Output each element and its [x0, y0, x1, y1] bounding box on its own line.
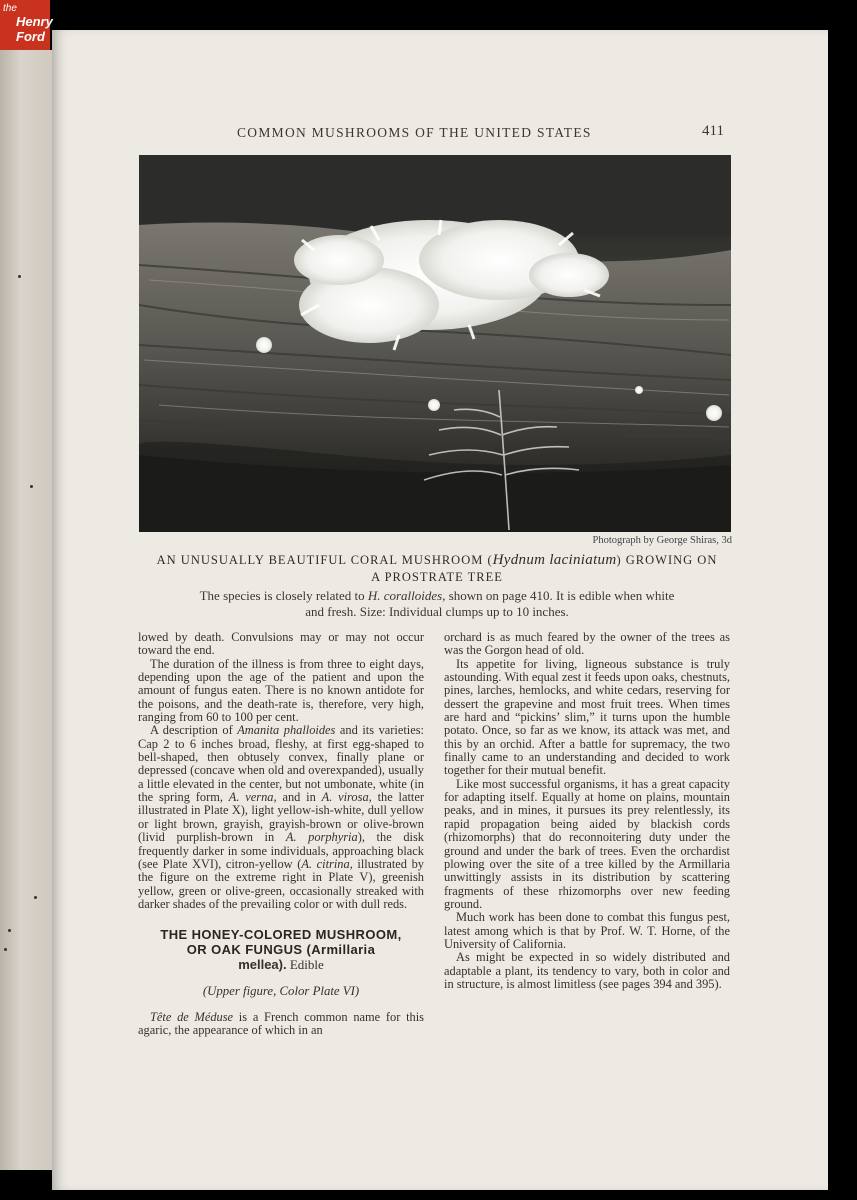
- coral-mushroom-photo: [139, 155, 731, 532]
- paragraph: [138, 1011, 424, 1038]
- logo-text-ford: Ford: [16, 29, 45, 44]
- page-speck: [4, 948, 7, 951]
- summary-text-a: The species is closely related to: [199, 588, 368, 603]
- heading-line1: THE HONEY-COLORED MUSHROOM,: [160, 927, 402, 943]
- section-heading: [138, 927, 424, 957]
- latin-name: A. virosa,: [321, 790, 372, 805]
- paragraph: Much work has been done to combat this fungus pest, latest among which is that by Prof. W. T. Horne, of the University of California.: [444, 910, 730, 951]
- plate-reference: (Upper figure, Color Plate VI): [202, 984, 360, 999]
- heading-edibility: Edible: [286, 957, 324, 973]
- photo-credit: Photograph by George Shiras, 3d: [592, 535, 732, 546]
- photo-summary: [147, 588, 727, 620]
- latin-name: A. verna,: [228, 790, 277, 805]
- heading-line2: OR OAK FUNGUS (Armillaria: [186, 942, 376, 958]
- previous-page-edge: [0, 50, 52, 1170]
- summary-latin: H. coralloides,: [367, 588, 446, 603]
- page-speck: [18, 275, 21, 278]
- summary-text-b: shown on page 410. It is edible when white: [445, 588, 675, 603]
- latin-name: Amanita phalloides: [237, 723, 336, 738]
- summary-line2: and fresh. Size: Individual clumps up to 10 inches.: [305, 604, 569, 619]
- left-column: [138, 631, 424, 1037]
- page-speck: [8, 929, 11, 932]
- logo-text-the: the: [3, 3, 17, 14]
- text-run: the latter illustrated in Plate X), light yellow-ish-white, dull yellow or light brown, grayish, grayish-brown or olive-brown (livid purplish-brown in: [138, 790, 424, 845]
- text-run: illustrated by the figure on the extreme right in Plate V), greenish yellow, green or olive-green, occasionally streaked with darker shades of the prevailing color or with dull reds.: [138, 856, 424, 911]
- heading-latin: mellea).: [238, 957, 287, 973]
- caption-line2: A PROSTRATE TREE: [371, 570, 503, 584]
- text-run: and its varieties: Cap 2 to 6 inches broad, fleshy, at first egg-shaped to bell-shaped, then obtusely convex, finally plane or depressed (concave when old and overexpanded), usually a little elevated in the center, but not umbonate, white (in the spring form,: [138, 723, 424, 805]
- paragraph: orchard is as much feared by the owner of the trees as was the Gorgon head of old.: [444, 630, 730, 658]
- paragraph: [138, 724, 424, 911]
- latin-name: A. citrina,: [301, 856, 353, 871]
- paragraph: The duration of the illness is from three to eight days, depending upon the age of the patient and upon the amount of fungus eaten. There is no known antidote for the poisons, and the death-rate is, therefore, very high, ranging from 60 to 100 per cent.: [138, 656, 424, 725]
- logo-text-henry: Henry: [16, 14, 53, 29]
- paragraph: lowed by death. Convulsions may or may not occur toward the end.: [138, 630, 424, 658]
- text-run: A description of: [150, 723, 238, 738]
- heading-line3: [138, 957, 424, 972]
- page-speck: [30, 485, 33, 488]
- henry-ford-logo: [0, 0, 53, 50]
- french-name: Tête de Méduse: [150, 1009, 234, 1024]
- caption-part1: AN UNUSUALLY BEAUTIFUL CORAL MUSHROOM (: [156, 553, 493, 567]
- latin-name: A. porphyria: [285, 830, 358, 845]
- page-number: 411: [702, 123, 724, 139]
- photo-illustration: [139, 155, 731, 532]
- text-run: is a French common name for this agaric, the appearance of which in an: [138, 1009, 424, 1037]
- running-title: COMMON MUSHROOMS OF THE UNITED STATES: [237, 125, 592, 140]
- caption-part2: ) GROWING ON: [616, 553, 718, 567]
- magazine-page: [52, 30, 828, 1190]
- caption-latin-name: Hydnum laciniatum: [492, 552, 617, 568]
- text-run: ), the disk frequently darker in some individuals, approaching black (see Plate XVI), citron-yellow (: [138, 830, 424, 871]
- right-column: [444, 631, 730, 991]
- page-speck: [34, 896, 37, 899]
- paragraph: As might be expected in so widely distributed and adaptable a plant, its tendency to vary, both in color and in structure, is almost limitless (see pages 394 and 395).: [444, 950, 730, 991]
- text-run: and in: [276, 790, 322, 805]
- photo-caption: [147, 552, 727, 586]
- paragraph: Its appetite for living, ligneous substance is truly astounding. With equal zest it feeds upon oaks, chestnuts, pines, larches, hemlocks, and white cedars, reserving for dessert the grapevine and most fruit trees. When times are hard and “pickins’ slim,” it turns upon the humble potato. Once, so far as we know, its attack was met, and this by an orchid. After a battle for supremacy, the two finally came to an understanding and decided to work together for their mutual benefit.: [444, 656, 730, 778]
- paragraph: Like most successful organisms, it has a great capacity for adapting itself. Equally at home on plains, mountain peaks, and in mines, it pursues its prey relentlessly, its rapid propagation being aided by blackish cords (rhizomorphs) that do reconnoitering duty under the ground and under the bark of trees. Even the orchardist plowing over the site of a tree killed by the Armillaria unwittingly assists in its distribution by scattering fragments of these rhizomorphs over new feeding ground.: [444, 776, 730, 911]
